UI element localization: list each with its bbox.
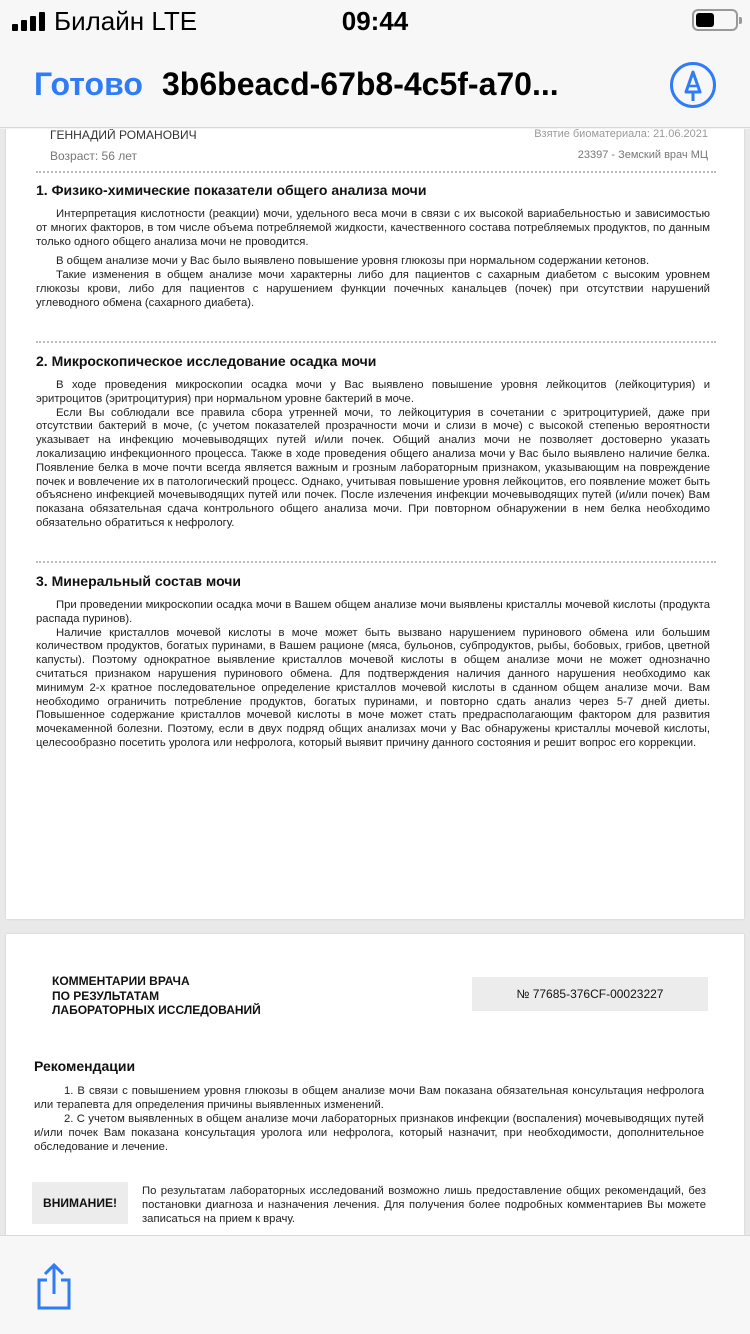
section-physico-chemical: [36, 182, 710, 311]
recommendation-item: 1. В связи с повышением уровня глюкозы в общем анализе мочи Вам показана обязательная консультация нефролога или терапевта для определения причины выявленных изменений.: [34, 1085, 704, 1111]
paragraph: Если Вы соблюдали все правила сбора утренней мочи, то лейкоцитурия в сочетании с эритроцитурией, даже при отсутствии бактерий в моче, (с учетом показателей прозрачности мочи и слизи в моче) с высокой степенью вероятности указывает на инфекцию мочевыводящих путей и/или почек. Общий анализ мочи не позволяет достоверно указать локализацию инфекционного процесса. Также в ходе проведения общего анализа мочи у Вас было выявлено наличие белка. Появление белка в моче почти всегда является важным и грозным лабораторным признаком, указывающим на повреждение почек и вовлечение их в патологический процесс. Однако, учитывая повышение уровня лейкоцитов, его появление может быть объяснено инфекцией мочевыводящих путей или почек. После излечения инфекции мочевыводящих путей (и/или почек) Вам показана обязательная сдача контрольного общего анализа мочи. При повторном обнаружении в нем белка необходимо обязательно обратиться к нефрологу.: [36, 406, 710, 529]
divider: [36, 341, 716, 343]
paragraph: В ходе проведения микроскопии осадка мочи у Вас выявлено повышение уровня лейкоцитов (лейкоцитурия) и эритроцитов (эритроцитурия) при нормальном уровне бактерий в моче.: [36, 379, 710, 405]
section-title: 3. Минеральный состав мочи: [36, 573, 242, 589]
warning-text: По результатам лабораторных исследований возможно лишь предоставление общих рекомендаций, без постановки диагноза и назначения лечения. Для получения более подробных комментариев Вы можете записаться на прием к врачу.: [142, 1185, 706, 1225]
battery-icon: [692, 9, 738, 31]
recommendations-title: Рекомендации: [34, 1058, 136, 1074]
section-minerals: [36, 573, 710, 751]
paragraph: Наличие кристаллов мочевой кислоты в моче может быть вызвано нарушением пуринового обмена или большим количеством продуктов, богатых пуринами, в Вашем рационе (мяса, бульонов, субпродуктов, рыбы, бобовых, грибов, цветной капусты). Поэтому однократное выявление кристаллов мочевой кислоты в общем анализе мочи не может однозначно считаться признаком нарушения пуринового обмена. Для подтверждения наличия данного нарушения необходимо как минимум 2-х кратное последовательное определение кристаллов мочевой кислоты в сданном общем анализе мочи. Вам необходимо ограничить потребление продуктов, богатых пуринами, и повторно сдать анализ через 5-7 дней диеты. Повышенное содержание кристаллов мочевой кислоты в моче может стать предрасполагающим фактором для развития мочекаменной болезни. Поэтому, если в двух подряд общих анализах мочи у Вас обнаружены кристаллы мочевой кислоты, целесообразно посетить уролога или нефролога, который выявит причину данного состояния и решит вопрос его коррекции.: [36, 626, 710, 749]
document-page-2: [6, 934, 744, 1235]
recommendations-list: [34, 1084, 704, 1154]
divider: [36, 171, 716, 173]
warning-badge: ВНИМАНИЕ!: [32, 1182, 128, 1224]
navigation-bar: [0, 40, 750, 128]
document-viewer[interactable]: [0, 129, 750, 1235]
bottom-toolbar: [0, 1235, 750, 1334]
paragraph: Интерпретация кислотности (реакции) мочи, удельного веса мочи в связи с их высокой вариабельностью и зависимостью от многих факторов, в том числе объема потребляемой жидкости, качественного состава потребляемых продуктов, по данным только одного общего анализа мочи не проводится.: [36, 208, 710, 248]
paragraph: Такие изменения в общем анализе мочи характерны либо для пациентов с сахарным диабетом с высоким уровнем глюкозы крови, либо для пациентов с нарушением функции почечных канальцев (почек) при отсутствии нарушений углеводного обмена (сахарного диабета).: [36, 269, 710, 309]
status-bar: [0, 0, 750, 40]
done-button[interactable]: Готово: [34, 66, 143, 102]
paragraph: В общем анализе мочи у Вас было выявлено повышение уровня глюкозы при нормальном содержании кетонов.: [56, 255, 650, 268]
share-icon[interactable]: [33, 1262, 75, 1312]
document-title: 3b6beacd-67b8-4c5f-a70...: [162, 66, 559, 102]
section-title: 1. Физико-химические показатели общего анализа мочи: [36, 182, 427, 198]
comment-heading: КОММЕНТАРИИ ВРАЧА ПО РЕЗУЛЬТАТАМ ЛАБОРАТОРНЫХ ИССЛЕДОВАНИЙ: [52, 974, 261, 1017]
markup-pen-icon[interactable]: [670, 62, 716, 108]
document-page-1: [6, 129, 744, 919]
paragraph: При проведении микроскопии осадка мочи в Вашем общем анализе мочи выявлены кристаллы мочевой кислоты (продукта распада пуринов).: [36, 599, 710, 625]
sample-date: Взятие биоматериала: 21.06.2021: [534, 129, 708, 140]
patient-age: Возраст: 56 лет: [50, 149, 138, 163]
divider: [36, 561, 716, 563]
section-microscopy: [36, 353, 710, 531]
section-title: 2. Микроскопическое исследование осадка мочи: [36, 353, 377, 369]
order-number: № 77685-376CF-00023227: [472, 977, 708, 1011]
lab-info: 23397 - Земский врач МЦ: [577, 149, 708, 161]
recommendation-item: 2. С учетом выявленных в общем анализе мочи лабораторных признаков инфекции (воспаления) мочевыводящих путей и/или почек Вам показана консультация уролога или нефролога, который назначит, при необходимости, дополнительное обследование и лечение.: [34, 1113, 704, 1153]
clock: 09:44: [341, 6, 409, 36]
carrier-label: Билайн LTE: [54, 6, 198, 36]
patient-name: ГЕННАДИЙ РОМАНОВИЧ: [50, 129, 197, 142]
